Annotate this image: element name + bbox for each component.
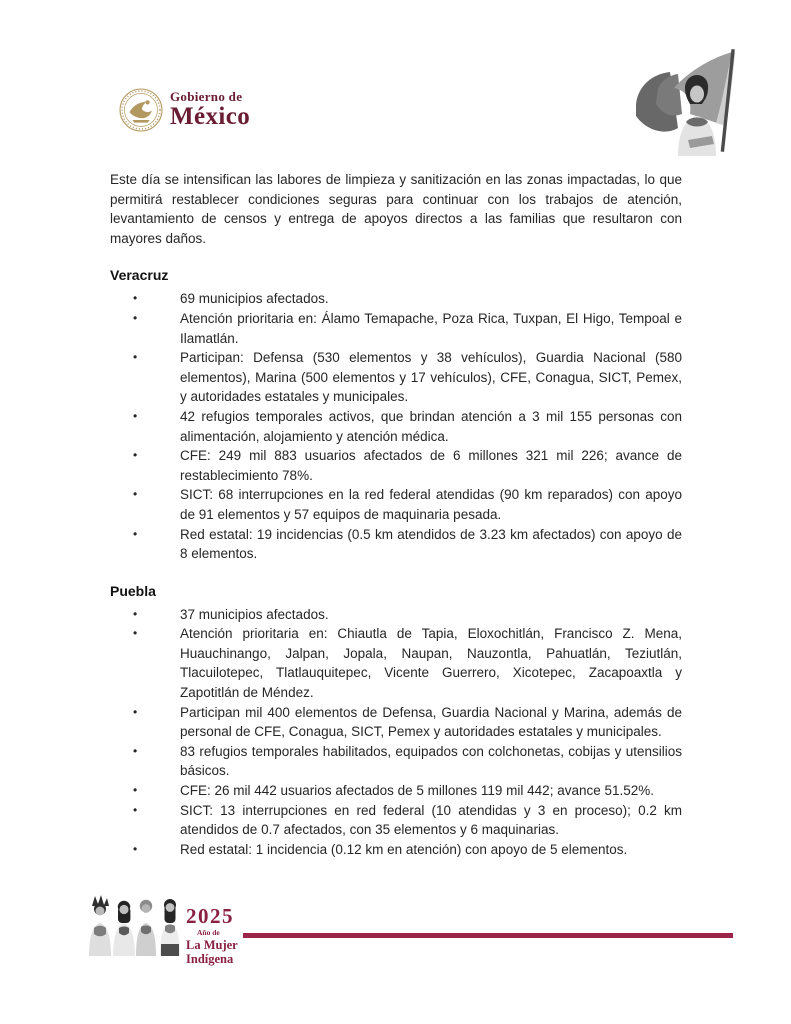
bullet-icon: • — [133, 487, 138, 502]
indigenous-women-photo — [84, 892, 186, 956]
bullet-icon: • — [133, 783, 138, 798]
veracruz-bullet-list — [110, 289, 682, 563]
bullet-icon: • — [133, 743, 138, 758]
bullet-icon: • — [133, 626, 138, 641]
bullet-text: 37 municipios afectados. — [180, 606, 329, 622]
footer-accent-rule — [243, 933, 733, 938]
bullet-item — [110, 605, 682, 625]
bullet-item — [110, 781, 682, 801]
bullet-text: Atención prioritaria en: Álamo Temapache, Poza Rica, Tuxpan, El Higo, Tempoal e Ilamatlán. — [180, 310, 682, 346]
footer-year-line2: La Mujer — [186, 937, 238, 952]
bullet-icon: • — [133, 350, 138, 365]
bullet-icon: • — [133, 841, 138, 856]
bullet-icon: • — [133, 802, 138, 817]
logo-wordmark — [170, 89, 250, 131]
section-puebla — [110, 582, 682, 860]
puebla-bullet-list — [110, 605, 682, 860]
bullet-item — [110, 407, 682, 446]
bullet-text: 42 refugios temporales activos, que brindan atención a 3 mil 155 personas con alimentación, alojamiento y atención médica. — [180, 408, 682, 444]
bullet-icon: • — [133, 448, 138, 463]
footer-year: 2025 — [186, 904, 234, 928]
section-title-puebla: Puebla — [110, 582, 156, 599]
bullet-text: CFE: 26 mil 442 usuarios afectados de 5 millones 119 mil 442; avance 51.52%. — [180, 783, 655, 799]
section-title-veracruz: Veracruz — [110, 267, 169, 284]
section-veracruz — [110, 266, 682, 563]
bullet-icon: • — [133, 310, 138, 325]
intro-paragraph: Este día se intensifican las labores de limpieza y sanitización en las zonas impactadas, lo que permitirá restablecer condiciones seguras para continuar con los trabajos de atención, levantamiento de censos y entrega de apoyos directos a las familias que resultaron con mayores daños. — [110, 172, 682, 246]
bullet-text: Red estatal: 1 incidencia (0.12 km en atención) con apoyo de 5 elementos. — [180, 841, 628, 857]
logo-line1: Gobierno de — [170, 89, 243, 104]
bullet-text: CFE: 249 mil 883 usuarios afectados de 6 millones 321 mil 226; avance de restablecimiento 78%. — [180, 448, 682, 483]
bullet-item — [110, 801, 682, 840]
bullet-icon: • — [133, 291, 138, 306]
footer-year-sub: Año de — [197, 928, 220, 937]
bullet-item — [110, 348, 682, 407]
bullet-text: SICT: 68 interrupciones en la red federal atendidas (90 km reparados) con apoyo de 91 elementos y 57 equipos de maquinaria pesada. — [180, 487, 682, 522]
bullet-icon: • — [133, 408, 138, 423]
bullet-text: Atención prioritaria en: Chiautla de Tapia, Eloxochitlán, Francisco Z. Mena, Huauchinango, Jalpan, Jopala, Naupan, Nauzontla, Pahuatlán, Teziutlán, Tlacuilotepec, Tlatlauquitepec, Vicente Guerrero, Xicotepec, Zacapoaxtla y Zapotitlán de Méndez. — [180, 626, 682, 701]
bullet-item — [110, 446, 682, 485]
bullet-text: 69 municipios afectados. — [180, 291, 329, 307]
bullet-item — [110, 485, 682, 524]
logo-line2: México — [170, 103, 251, 130]
bullet-item — [110, 289, 682, 309]
bullet-text: 83 refugios temporales habilitados, equipados con colchonetas, cobijas y utensilios básicos. — [180, 743, 682, 779]
bullet-text: Participan: Defensa (530 elementos y 38 vehículos), Guardia Nacional (580 elementos), Marina (500 elementos y 17 vehículos), CFE, Conagua, SICT, Pemex, y autoridades estatales y municipales. — [180, 350, 682, 405]
footer-year-line3: Indígena — [186, 952, 234, 966]
bullet-item — [110, 703, 682, 742]
bullet-text: Red estatal: 19 incidencias (0.5 km atendidos de 3.23 km afectados) con apoyo de 8 elementos. — [180, 526, 682, 562]
mexico-coat-of-arms-icon — [118, 86, 164, 134]
bullet-item — [110, 840, 682, 860]
bullet-item — [110, 624, 682, 702]
bullet-icon: • — [133, 606, 138, 621]
gobierno-de-mexico-logo — [118, 86, 250, 134]
document-body — [110, 170, 682, 859]
footer-year-emblem — [186, 906, 238, 966]
bullet-item — [110, 742, 682, 781]
bullet-text: SICT: 13 interrupciones en red federal (10 atendidas y 3 en proceso); 0.2 km atendidos de 0.7 afectados, con 35 elementos y 6 maquinarias. — [180, 802, 682, 838]
bullet-item — [110, 525, 682, 564]
woman-with-mexican-flag-illustration — [628, 44, 766, 158]
bullet-icon: • — [133, 526, 138, 541]
bullet-icon: • — [133, 704, 138, 719]
bullet-item — [110, 309, 682, 348]
bullet-text: Participan mil 400 elementos de Defensa, Guardia Nacional y Marina, además de personal de CFE, Conagua, SICT, Pemex y autoridades estatales y municipales. — [180, 704, 682, 740]
